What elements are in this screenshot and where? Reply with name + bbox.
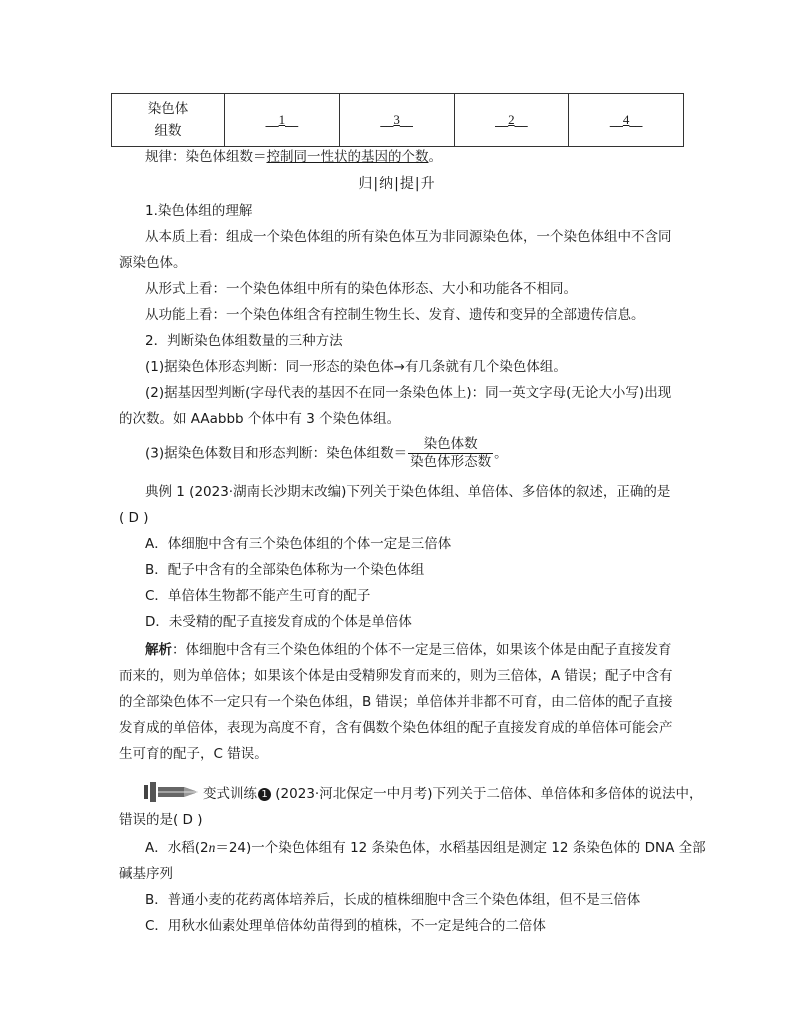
fraction [408, 436, 493, 471]
analysis-line3: 的全部染色体不一定只有一个染色体组，B 错误；单倍体并非都不可育，由二倍体的配子直接 [119, 694, 673, 710]
method-3-prefix: (3)据染色体数目和形态判断：染色体组数＝ [145, 445, 408, 462]
rule-underlined: 控制同一性状的基因的个数 [266, 149, 429, 165]
method-1: (1)据染色体形态判断：同一形态的染色体→有几条就有几个染色体组。 [145, 359, 567, 375]
example-question: 典例 1 (2023·湖南长沙期末改编)下列关于染色体组、单倍体、多倍体的叙述，正确的是 [145, 484, 671, 500]
variant-option-b: B．普通小麦的花药离体培养后，长成的植株细胞中含三个染色体组，但不是三倍体 [145, 892, 641, 908]
analysis-line4: 发育成的单倍体，表现为高度不育，含有偶数个染色体组的配子直接发育成的单倍体可能会产 [119, 720, 673, 736]
table-row [112, 94, 684, 147]
variant-question: (2023·河北保定一中月考)下列关于二倍体、单倍体和多倍体的说法中， [271, 786, 703, 802]
variant-label: 变式训练 [203, 786, 257, 802]
heading-1: 1.染色体组的理解 [145, 203, 253, 219]
analysis-label: 解析 [145, 642, 172, 658]
cell-value: 2 [508, 112, 515, 127]
analysis-line5: 生可育的配子，C 错误。 [119, 746, 268, 762]
variant-option-a-line1 [145, 838, 706, 858]
rule-line [145, 147, 442, 167]
option-a-var: n [208, 840, 216, 855]
table-cell: __1__ [225, 94, 340, 147]
essence-paragraph-line1: 从本质上看：组成一个染色体组的所有染色体互为非同源染色体，一个染色体组中不含同 [145, 229, 672, 245]
analysis-line1 [145, 640, 672, 660]
option-c: C．单倍体生物都不能产生可育的配子 [145, 588, 371, 604]
table-cell: __2__ [454, 94, 569, 147]
function-paragraph: 从功能上看：一个染色体组含有控制生物生长、发育、遗传和变异的全部遗传信息。 [145, 307, 645, 323]
option-d: D．未受精的配子直接发育成的个体是单倍体 [145, 614, 412, 630]
method-2-line2: 的次数。如 AAabbb 个体中有 3 个染色体组。 [119, 411, 401, 427]
cell-value: 3 [393, 112, 400, 127]
method-3-suffix: 。 [494, 445, 508, 462]
row-header [112, 94, 225, 147]
cell-value: 4 [622, 112, 630, 127]
rule-suffix: 。 [428, 149, 442, 165]
analysis-text: ：体细胞中含有三个染色体组的个体不一定是三倍体，如果该个体是由配子直接发育 [172, 642, 672, 658]
variant-number: 1 [258, 788, 271, 801]
variant-option-a-line2: 碱基序列 [119, 866, 173, 882]
essence-paragraph-line2: 源染色体。 [119, 255, 187, 271]
option-a-post: ＝24)一个染色体组有 12 条染色体，水稻基因组是测定 12 条染色体的 DNA 全部 [215, 840, 706, 856]
variant-option-c: C．用秋水仙素处理单倍体幼苗得到的植株，不一定是纯合的二倍体 [145, 918, 546, 934]
example-answer: ( D ) [119, 510, 149, 526]
row-header-line2: 组数 [154, 123, 182, 139]
form-paragraph: 从形式上看：一个染色体组中所有的染色体形态、大小和功能各不相同。 [145, 281, 577, 297]
variant-line2: 错误的是( D ) [119, 812, 203, 828]
method-3 [145, 436, 508, 471]
fraction-numerator: 染色体数 [408, 436, 493, 454]
cell-value: 1 [278, 112, 286, 127]
heading-2: 2．判断染色体组数量的三种方法 [145, 333, 343, 349]
fraction-denominator: 染色体形态数 [410, 454, 492, 470]
option-b: B．配子中含有的全部染色体称为一个染色体组 [145, 562, 425, 578]
variant-line1 [203, 784, 702, 804]
rule-prefix: 规律：染色体组数＝ [145, 149, 267, 165]
row-header-line1: 染色体 [147, 101, 189, 117]
section-title: 归|纳|提|升 [358, 176, 436, 192]
method-2-line1: (2)据基因型判断(字母代表的基因不在同一条染色体上)：同一英文字母(无论大小写)出现 [145, 385, 672, 401]
option-a-pre: A．水稻(2 [145, 840, 209, 856]
option-a: A．体细胞中含有三个染色体组的个体一定是三倍体 [145, 536, 452, 552]
table-cell: __4__ [569, 94, 684, 147]
analysis-line2: 而来的，则为单倍体；如果该个体是由受精卵发育而来的，则为三倍体，A 错误；配子中含有 [119, 668, 673, 684]
pen-icon [144, 781, 202, 803]
table-cell: __3__ [339, 94, 454, 147]
chromosome-set-table [111, 93, 684, 147]
